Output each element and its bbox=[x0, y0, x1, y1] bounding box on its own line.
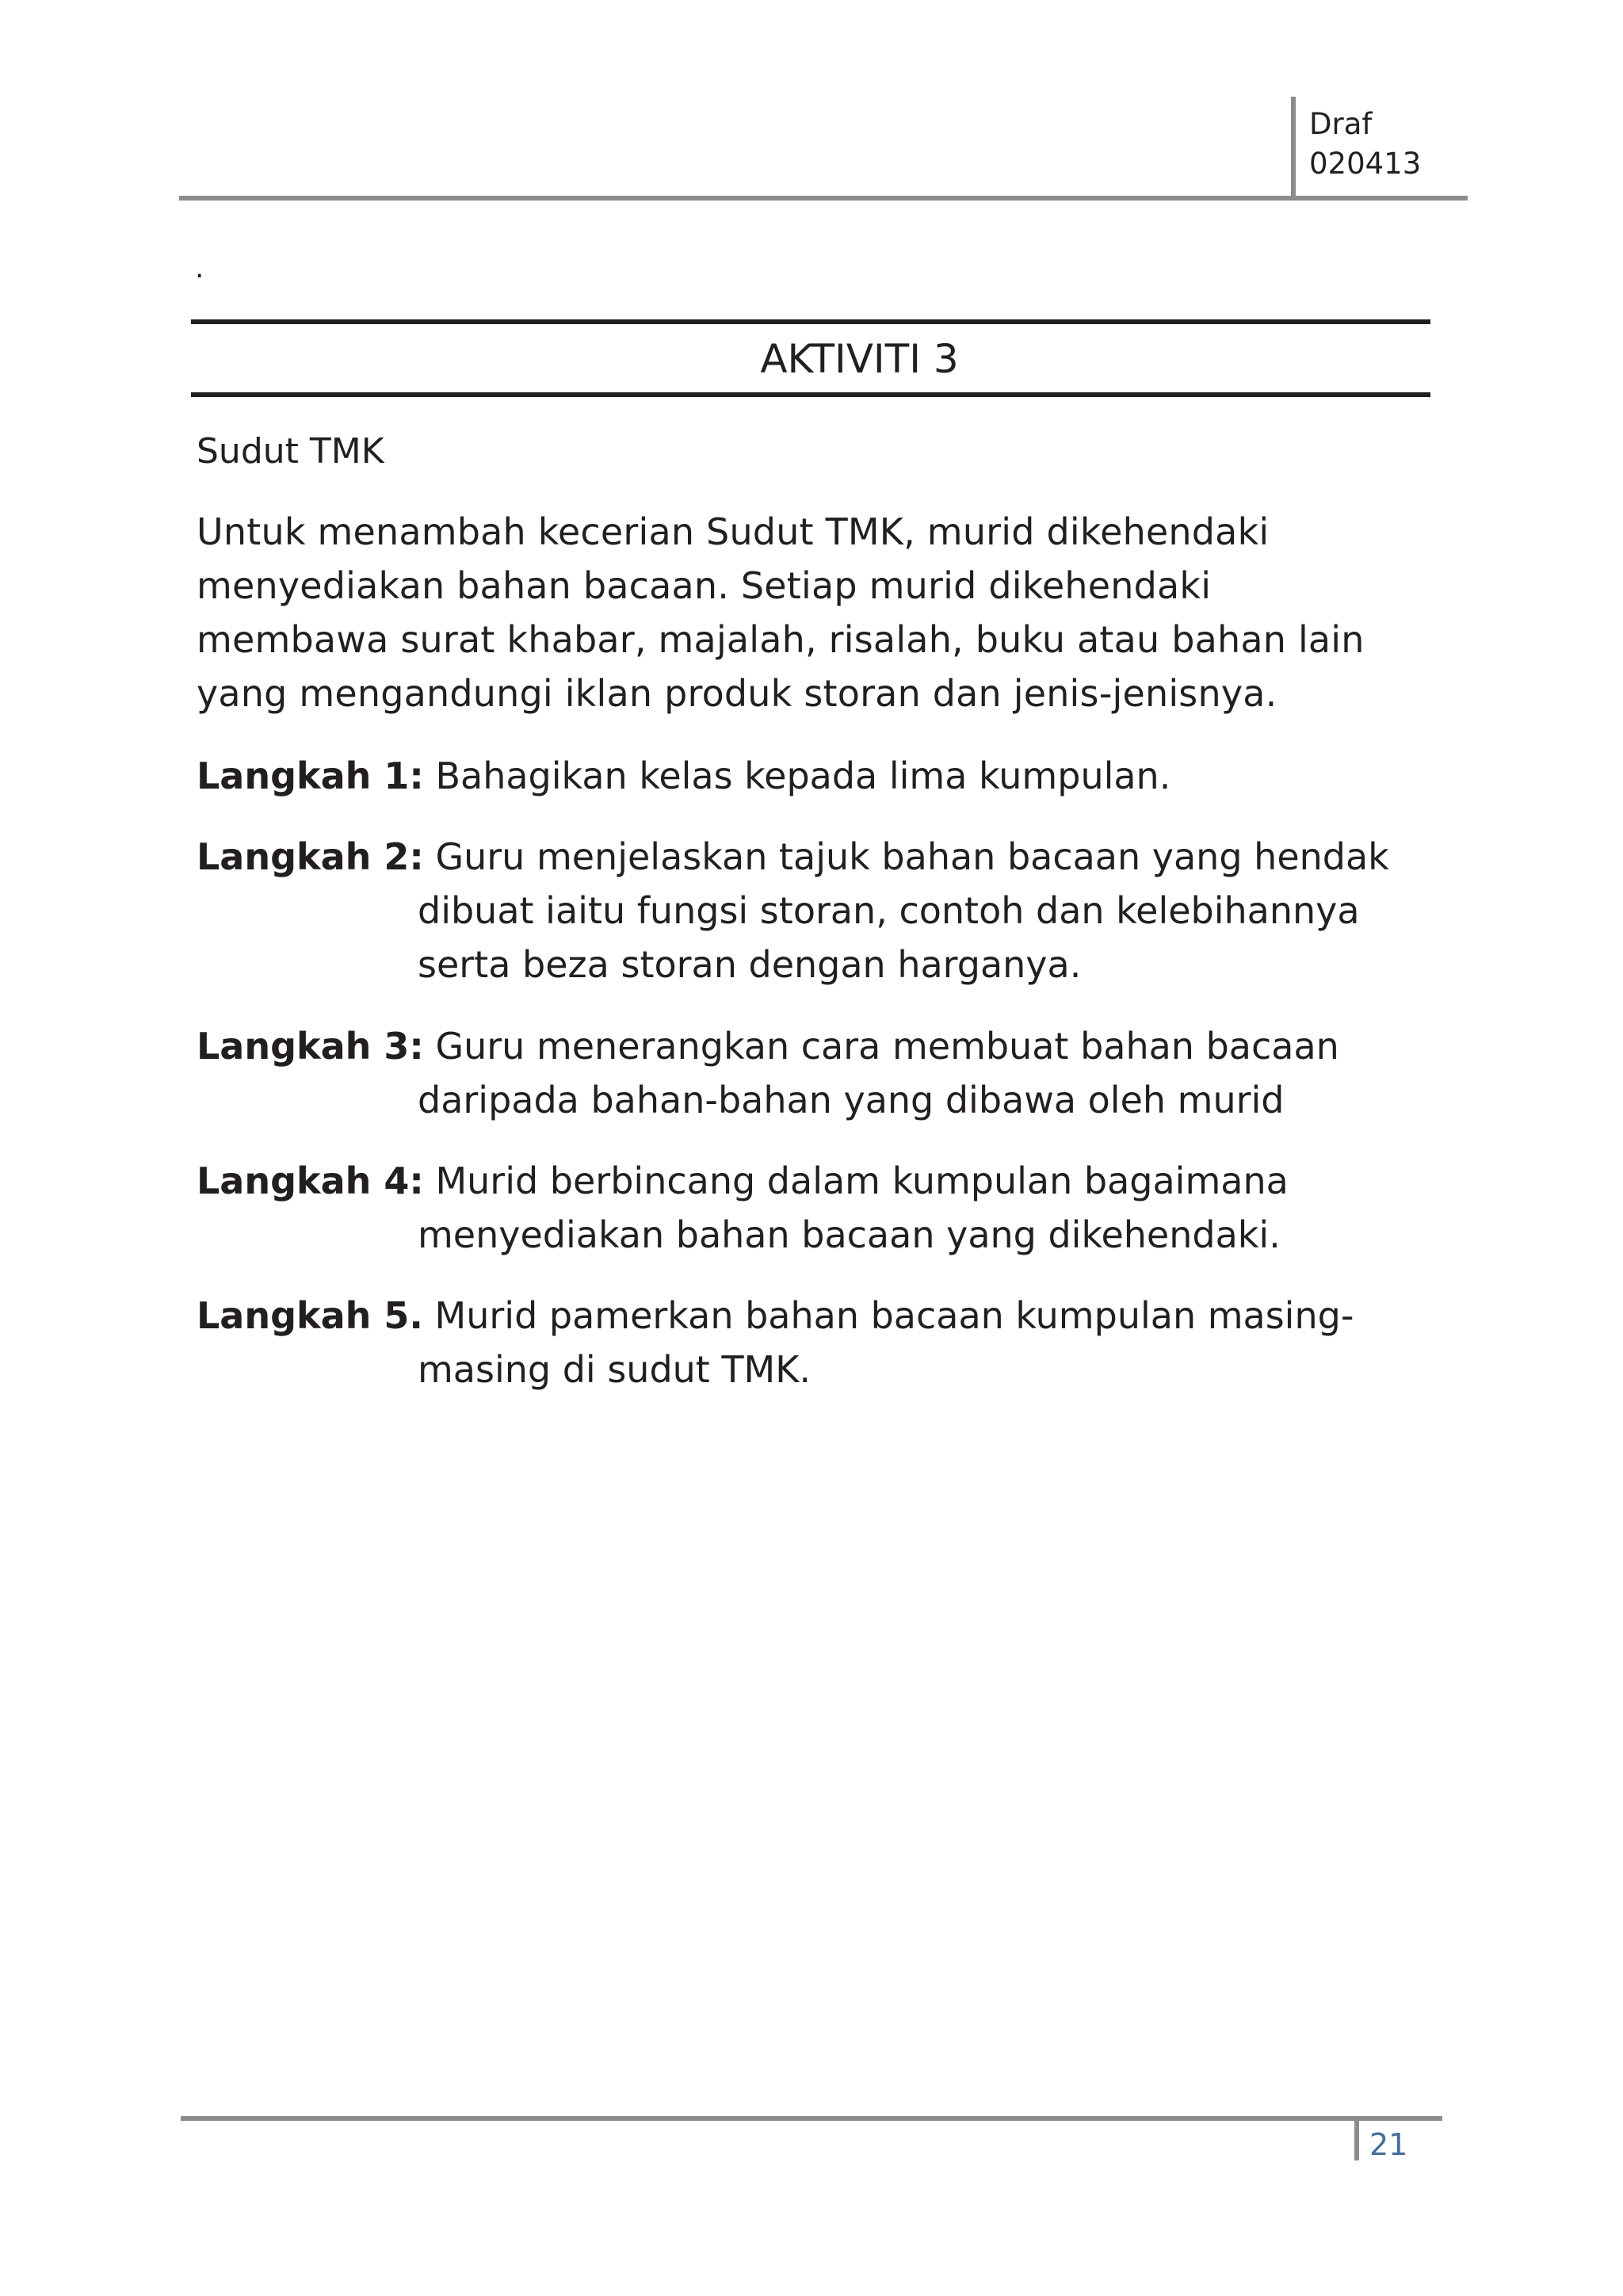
step-label: Langkah 4: bbox=[197, 1159, 424, 1202]
title-bottom-rule bbox=[191, 392, 1430, 397]
step-text: menyediakan bahan bacaan yang dikehendaki. bbox=[418, 1213, 1281, 1256]
step-label: Langkah 1: bbox=[197, 755, 424, 797]
header-divider bbox=[1291, 97, 1296, 199]
step-text: Guru menerangkan cara membuat bahan bacaan bbox=[435, 1025, 1339, 1068]
step-4 bbox=[197, 1154, 1449, 1262]
step-label: Langkah 3: bbox=[197, 1025, 424, 1068]
intro-line: yang mengandungi iklan produk storan dan jenis-jenisnya. bbox=[197, 672, 1277, 715]
step-text: Bahagikan kelas kepada lima kumpulan. bbox=[435, 755, 1171, 797]
step-text: dibuat iaitu fungsi storan, contoh dan kelebihannya bbox=[418, 889, 1360, 932]
intro-paragraph bbox=[197, 505, 1433, 720]
step-label: Langkah 2: bbox=[197, 835, 424, 878]
step-text: Guru menjelaskan tajuk bahan bacaan yang hendak bbox=[435, 835, 1389, 878]
step-text: Murid berbincang dalam kumpulan bagaimana bbox=[435, 1159, 1289, 1202]
intro-line: Untuk menambah kecerian Sudut TMK, murid dikehendaki bbox=[197, 510, 1270, 553]
step-3 bbox=[197, 1019, 1449, 1127]
step-text: daripada bahan-bahan yang dibawa oleh murid bbox=[418, 1079, 1285, 1121]
draft-label: Draf bbox=[1309, 107, 1373, 141]
intro-line: membawa surat khabar, majalah, risalah, buku atau bahan lain bbox=[197, 618, 1365, 661]
section-heading: Sudut TMK bbox=[197, 431, 384, 472]
stray-mark: . bbox=[195, 252, 204, 285]
draft-stamp bbox=[1309, 105, 1421, 184]
title-top-rule bbox=[191, 319, 1430, 324]
page-number: 21 bbox=[1369, 2127, 1408, 2162]
draft-code: 020413 bbox=[1309, 147, 1422, 181]
activity-title: AKTIVITI 3 bbox=[760, 336, 959, 382]
step-1 bbox=[197, 749, 1449, 803]
step-label: Langkah 5. bbox=[197, 1294, 423, 1337]
footer-divider bbox=[1354, 2119, 1359, 2160]
footer-rule bbox=[181, 2116, 1442, 2121]
step-2 bbox=[197, 830, 1449, 991]
header-rule bbox=[179, 196, 1468, 201]
step-text: serta beza storan dengan harganya. bbox=[418, 943, 1082, 986]
intro-line: menyediakan bahan bacaan. Setiap murid dikehendaki bbox=[197, 564, 1212, 607]
step-5 bbox=[197, 1289, 1449, 1396]
step-text: masing di sudut TMK. bbox=[418, 1348, 812, 1391]
step-text: Murid pamerkan bahan bacaan kumpulan masing- bbox=[434, 1294, 1354, 1337]
